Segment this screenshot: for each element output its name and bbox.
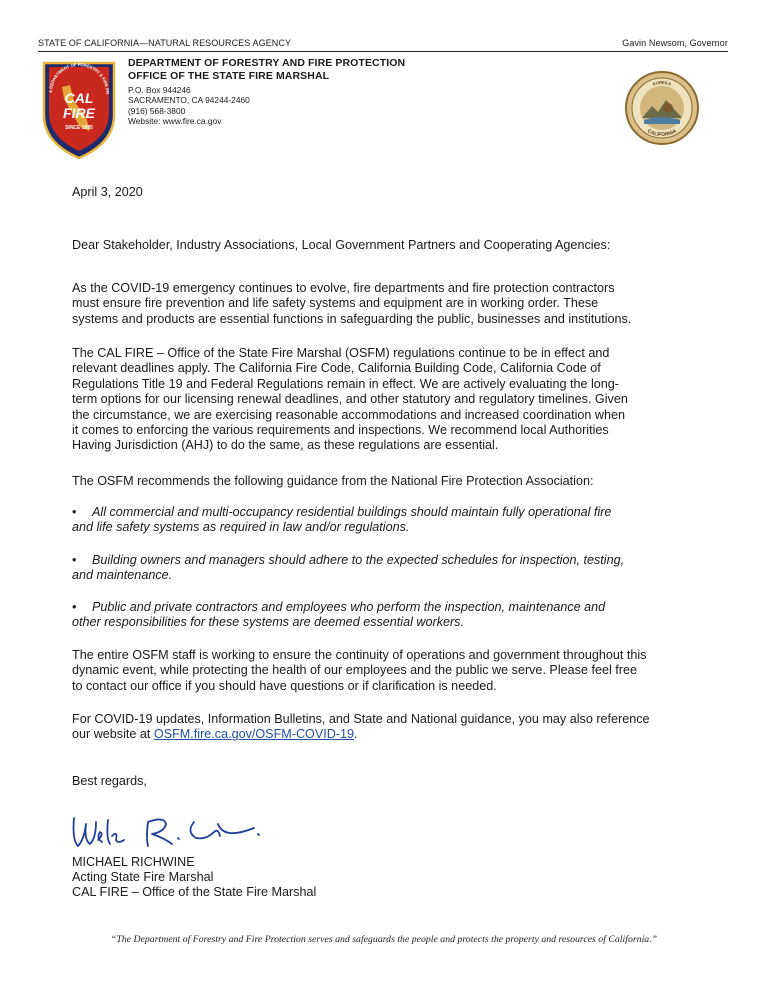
paragraph-line: relevant deadlines apply. The California Fire Code, California Building Code, California Code of [72, 361, 601, 376]
bullet-line: and maintenance. [72, 568, 173, 583]
paragraph-line: the circumstance, we are exercising reasonable accommodations and increased coordination when [72, 407, 626, 422]
letter-date: April 3, 2020 [72, 185, 143, 199]
paragraph-line: to contact our office if you should have questions or if clarification is needed. [72, 678, 497, 693]
closing: Best regards, [72, 774, 147, 788]
paragraph-line: dynamic event, while protecting the health of our employees and the public we serve. Please feel free [72, 663, 637, 678]
paragraph-5 [72, 712, 704, 743]
paragraph-line: The CAL FIRE – Office of the State Fire Marshal (OSFM) regulations continue to be in effect and [72, 346, 610, 360]
paragraph-3: The OSFM recommends the following guidance from the National Fire Protection Association: [72, 474, 594, 488]
paragraph-4 [72, 648, 704, 694]
paragraph-line: Having Jurisdiction (AHJ) to do the same, as these regulations are essential. [72, 438, 499, 453]
logo-since-text: SINCE 1885 [65, 125, 93, 131]
seal-bottom-text: CALIFORNIA [646, 128, 678, 139]
bullet-line [72, 600, 704, 615]
bullet-item-1 [72, 505, 704, 536]
agency-name: STATE OF CALIFORNIA—NATURAL RESOURCES AGENCY [38, 38, 292, 48]
governor-name: Gavin Newsom, Governor [622, 38, 728, 48]
bullet-mark: • [72, 505, 77, 519]
bullet-line [72, 505, 704, 520]
paragraph-line: The entire OSFM staff is working to ensure the continuity of operations and government throughout this [72, 648, 647, 662]
header-divider [38, 51, 728, 52]
office-name: OFFICE OF THE STATE FIRE MARSHAL [128, 70, 330, 82]
signer-title: Acting State Fire Marshal [72, 870, 214, 884]
website-prefix: our website at [72, 727, 154, 742]
bullet-mark: • [72, 600, 77, 614]
bullet-line: and life safety systems as required in law and/or regulations. [72, 520, 410, 535]
bullet-item-2 [72, 553, 704, 584]
bullet-text: Building owners and managers should adhere to the expected schedules for inspection, testing, [92, 553, 625, 567]
logo-ring-text: A DEPARTMENT OF FORESTRY & FIRE PR [47, 61, 111, 95]
signature-image [68, 810, 268, 860]
cal-fire-logo [40, 57, 118, 161]
logo-cal-text: CAL [64, 90, 94, 106]
signer-organization: CAL FIRE – Office of the State Fire Marshal [72, 885, 317, 899]
city-line: SACRAMENTO, CA 94244-2460 [128, 95, 250, 106]
footer-mission-statement: “The Department of Forestry and Fire Protection serves and safeguards the people and protects the property and resources of California.” [110, 934, 658, 945]
letterhead-topbar [38, 38, 728, 52]
paragraph-line: Regulations Title 19 and Federal Regulations remain in effect. We are actively evaluating the long- [72, 376, 619, 391]
california-state-seal [624, 70, 700, 146]
bullet-text: All commercial and multi-occupancy residential buildings should maintain fully operational fire [92, 505, 612, 519]
paragraph-line: As the COVID-19 emergency continues to evolve, fire departments and fire protection contractors [72, 281, 615, 295]
phone-number: (916) 568-3800 [128, 105, 186, 116]
department-address [128, 85, 405, 126]
signer-name: MICHAEL RICHWINE [72, 855, 195, 869]
bullet-line [72, 553, 704, 568]
bullet-item-3 [72, 600, 704, 631]
paragraph-line: term options for our licensing renewal deadlines, and other statutory and regulatory timelines. Given [72, 392, 628, 407]
bullet-text: Public and private contractors and employees who perform the inspection, maintenance and [92, 600, 606, 614]
department-name: DEPARTMENT OF FORESTRY AND FIRE PROTECTION [128, 57, 406, 69]
paragraph-2 [72, 346, 704, 454]
seal-top-text: EUREKA [652, 79, 672, 87]
signer-block [72, 855, 704, 900]
po-box: P.O. Box 944246 [128, 85, 191, 95]
paragraph-line: must ensure fire prevention and life safety systems and equipment are in working order. These [72, 296, 599, 311]
paragraph-1 [72, 281, 704, 327]
bullet-line: other responsibilities for these systems are deemed essential workers. [72, 615, 464, 630]
website-line: Website: www.fire.ca.gov [128, 115, 222, 126]
paragraph-line [72, 727, 704, 742]
bullet-mark: • [72, 553, 77, 567]
website-suffix: . [354, 727, 358, 742]
salutation: Dear Stakeholder, Industry Associations, Local Government Partners and Cooperating Agencies: [72, 238, 611, 252]
osfm-covid-link[interactable]: OSFM.fire.ca.gov/OSFM-COVID-19 [153, 727, 355, 742]
logo-fire-text: FIRE [63, 105, 95, 121]
paragraph-line: systems and products are essential functions in safeguarding the public, businesses and institutions. [72, 311, 632, 326]
department-block [128, 57, 405, 126]
paragraph-line: For COVID-19 updates, Information Bulletins, and State and National guidance, you may also reference [72, 712, 650, 726]
paragraph-line: it comes to enforcing the various requirements and inspections. We recommend local Authorities [72, 423, 609, 438]
